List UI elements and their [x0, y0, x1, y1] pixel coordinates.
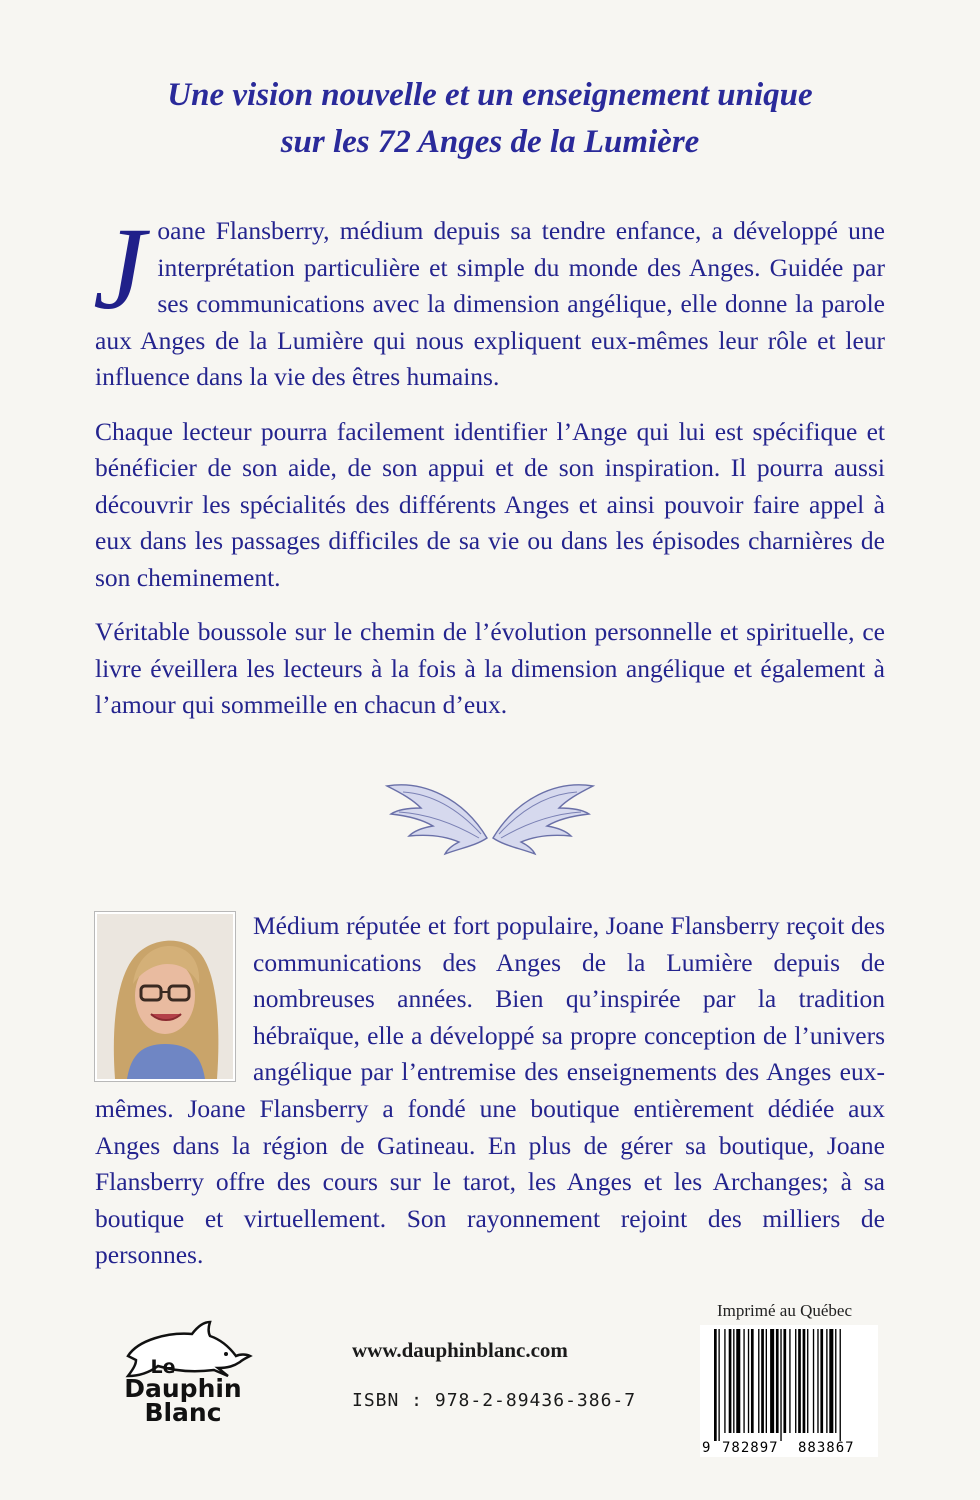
description-paragraph-3: Véritable boussole sur le chemin de l’évolution personnelle et spirituelle, ce livre éveillera les lecteurs à la fois à la dimension angélique et également à l’amour qui sommeille en chacun d’eux.: [95, 617, 885, 719]
barcode-bar: [724, 1329, 725, 1433]
drop-cap: J: [93, 203, 146, 334]
tagline-line-1: Une vision nouvelle et un enseignement unique: [167, 77, 813, 113]
barcode-bar: [718, 1329, 719, 1441]
barcode-bar: [795, 1329, 796, 1433]
barcode-bar: [729, 1329, 732, 1433]
barcode-digits-group-1: 782897: [722, 1440, 779, 1456]
author-portrait-illustration: [97, 914, 233, 1079]
barcode-bar: [826, 1329, 827, 1433]
barcode-bar: [813, 1329, 814, 1433]
barcode-digits-group-2: 883867: [798, 1440, 855, 1456]
logo-le: Le: [150, 1356, 176, 1378]
barcode-bar: [820, 1329, 823, 1433]
barcode-bar: [840, 1329, 841, 1441]
logo-dauphin: Dauphin: [124, 1374, 242, 1403]
barcode-bar: [817, 1329, 818, 1433]
printed-in-label: Imprimé au Québec: [717, 1301, 852, 1320]
barcode-bar: [776, 1329, 779, 1433]
barcode-bar: [714, 1329, 717, 1441]
barcode-bar: [807, 1329, 808, 1433]
barcode-bar: [798, 1329, 801, 1433]
barcode-bar: [733, 1329, 734, 1433]
barcode-bar: [835, 1329, 836, 1433]
barcode-bar: [751, 1329, 754, 1433]
isbn-number: ISBN : 978-2-89436-386-7: [352, 1390, 637, 1411]
barcode-bar: [736, 1329, 740, 1433]
barcode-bar: [743, 1329, 744, 1433]
author-photo: [95, 912, 235, 1081]
barcode-bar: [766, 1329, 767, 1433]
barcode-bar: [829, 1329, 833, 1433]
barcode-bar: [761, 1329, 764, 1433]
barcode-digit-first: 9: [702, 1440, 711, 1456]
barcode: [700, 1325, 878, 1457]
publisher-logo-text: [88, 1357, 278, 1425]
biography-text: Médium réputée et fort populaire, Joane Flansberry reçoit des communications des Anges de la Lumière depuis de nombreuses années. Bien qu’inspirée par la tradition hébraïque, elle a développé sa propre conception de l’univers angélique par l’entremise des enseignements des Anges eux-mêmes. Joane Flansberry a fondé une boutique entièrement dédiée aux Anges dans la région de Gatineau. En plus de gérer sa boutique, Joane Flansberry offre des cours sur le tarot, les Anges et les Archanges; à sa boutique et virtuellement. Son rayonnement rejoint des milliers de personnes.: [95, 911, 885, 1270]
logo-blanc: Blanc: [144, 1398, 222, 1427]
description-paragraph-1-text: oane Flansberry, médium depuis sa tendre enfance, a développé une interprétation particulière et simple du monde des Anges. Guidée par ses communications avec la dimension angélique, elle donne la parole aux Anges de la Lumière qui nous expliquent eux-mêmes leur rôle et leur influence dans la vie des êtres humains.: [95, 216, 885, 391]
book-description: [93, 203, 885, 742]
tagline-line-2: sur les 72 Anges de la Lumière: [280, 124, 700, 160]
angel-wings-icon: [383, 768, 597, 858]
barcode-bar: [783, 1329, 786, 1433]
tagline: [0, 72, 980, 166]
description-paragraph-1: [93, 203, 885, 396]
author-biography: [95, 908, 885, 1274]
barcode-bar: [780, 1329, 781, 1441]
barcode-bar: [789, 1329, 790, 1433]
description-paragraph-2: Chaque lecteur pourra facilement identifier l’Ange qui lui est spécifique et bénéficier de son aide, de son appui et de son inspiration. Il pourra aussi découvrir les spécialités des différents Anges et ainsi pouvoir faire appel à eux dans les passages difficiles de sa vie ou dans les épisodes charnières de son cheminement.: [95, 416, 885, 592]
barcode-bar: [770, 1329, 774, 1433]
publisher-website[interactable]: www.dauphinblanc.com: [352, 1338, 568, 1362]
barcode-bar: [803, 1329, 806, 1433]
barcode-bar: [758, 1329, 759, 1433]
barcode-bar: [748, 1329, 749, 1433]
